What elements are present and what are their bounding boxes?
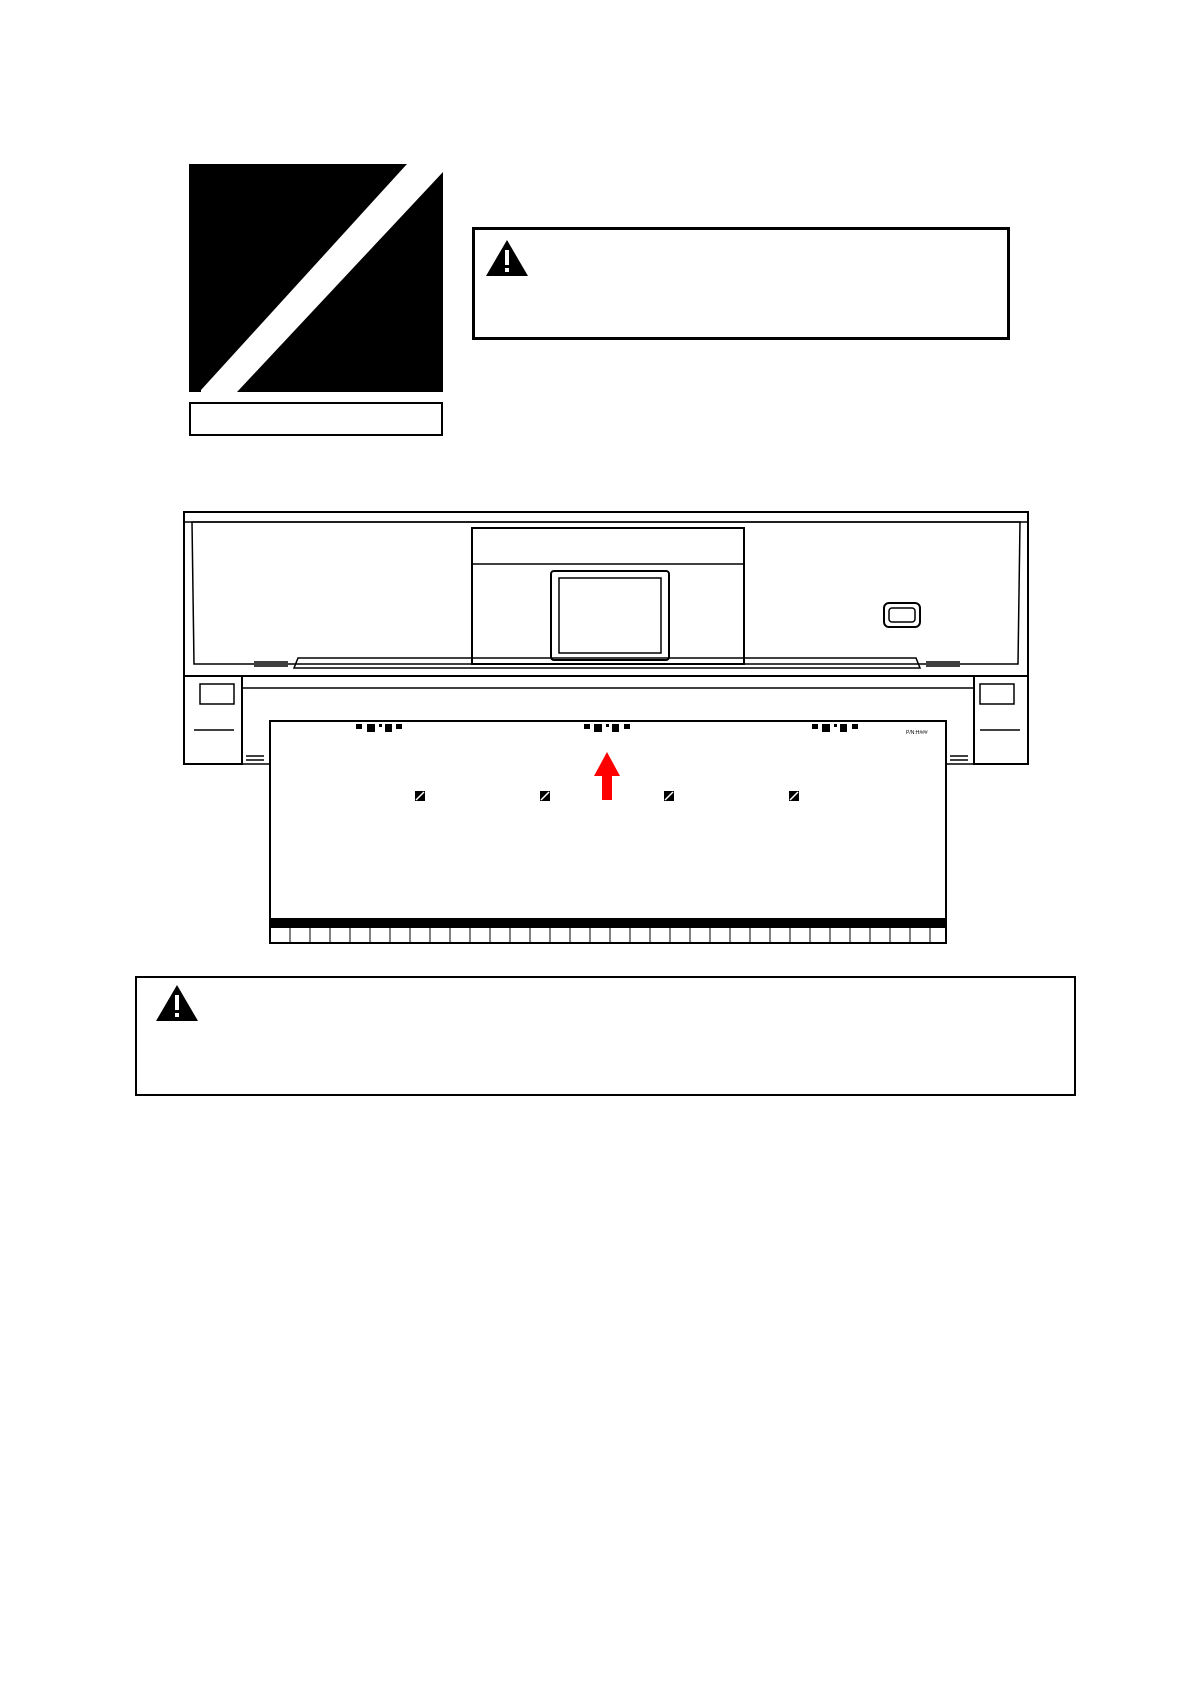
caption-box xyxy=(189,402,443,436)
warning-box-bottom xyxy=(135,976,1076,1096)
warning-box-top xyxy=(472,227,1010,340)
logo-diagonal xyxy=(189,164,443,392)
panel-label: P/N:H### xyxy=(906,730,928,736)
warning-triangle-icon xyxy=(484,238,530,278)
piano-illustration xyxy=(180,508,1034,946)
warning-triangle-icon xyxy=(154,983,200,1023)
